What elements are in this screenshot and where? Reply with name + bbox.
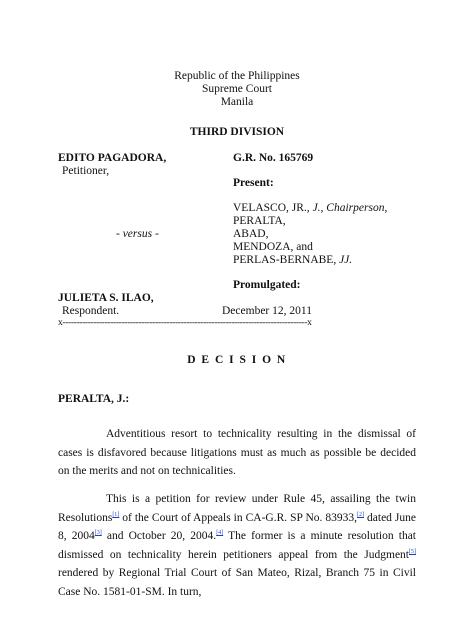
text-run: of the Court of Appeals in CA-G.R. SP No. 83933, [119,511,358,524]
text-run: rendered by Regional Trial Court of San Mateo, Rizal, Branch 75 in Civil Case No. 1581-01-SM. In turn, [58,567,416,598]
paragraph-2 [58,490,416,601]
justice-line [233,254,352,266]
text-run: This is a petition for review under Rule 45, assailing the twin Resolutions [58,493,416,524]
division-heading: THIRD DIVISION [189,126,285,138]
republic-line: Republic of the Philippines [174,70,300,82]
respondent-role: Respondent. [62,305,120,317]
promulgation-date: December 12, 2011 [222,305,312,317]
gr-number: G.R. No. 165769 [233,152,314,164]
paragraph-2-text [58,490,416,601]
justice-suffix: , [384,202,388,214]
justice-line [233,202,387,214]
footnote-link[interactable]: [2] [357,511,365,518]
justice-name: PERALTA, [233,215,286,227]
justice-title: J., Chairperson [312,202,385,214]
justice-name: ABAD, [233,228,269,240]
city-line: Manila [220,96,254,108]
paragraph-1 [58,425,416,481]
footnote-link[interactable]: [5] [409,548,416,555]
ponente: PERALTA, J.: [58,393,130,405]
promulgated-label: Promulgated: [233,279,301,291]
respondent-name: JULIETA S. ILAO, [58,292,154,304]
justice-name: PERLAS-BERNABE, [233,254,340,266]
paragraph-1-text: Adventitious resort to technicality resulting in the dismissal of cases is disfavored because litigations must as much as possible be decided on the merits and not on technicalities. [58,428,416,477]
present-label: Present: [233,177,274,189]
text-run: and October 20, 2004. [101,530,217,542]
justice-title: JJ. [339,254,353,266]
text-run: The former is a minute resolution that dismissed on technicality herein petitioners appeal from the Judgment [58,530,417,561]
versus-label: - versus - [116,228,159,240]
justice-name: MENDOZA, and [233,241,313,253]
court-line: Supreme Court [202,83,272,95]
justice-line [233,228,268,240]
justice-name: VELASCO, JR., [233,202,313,214]
caption-separator: x---------------------------------------------------------------------------------------x [58,318,312,328]
footnote-link[interactable]: [1] [112,511,120,518]
decision-title: D E C I S I O N [187,354,287,366]
petitioner-name: EDITO PAGADORA, [58,152,167,164]
petitioner-role: Petitioner, [62,165,110,177]
footnote-link[interactable]: [3] [94,530,102,537]
text-run: dated June 8, 2004 [58,511,416,542]
footnote-link[interactable]: [4] [216,530,224,537]
justice-line [233,241,313,253]
justice-line [233,215,286,227]
